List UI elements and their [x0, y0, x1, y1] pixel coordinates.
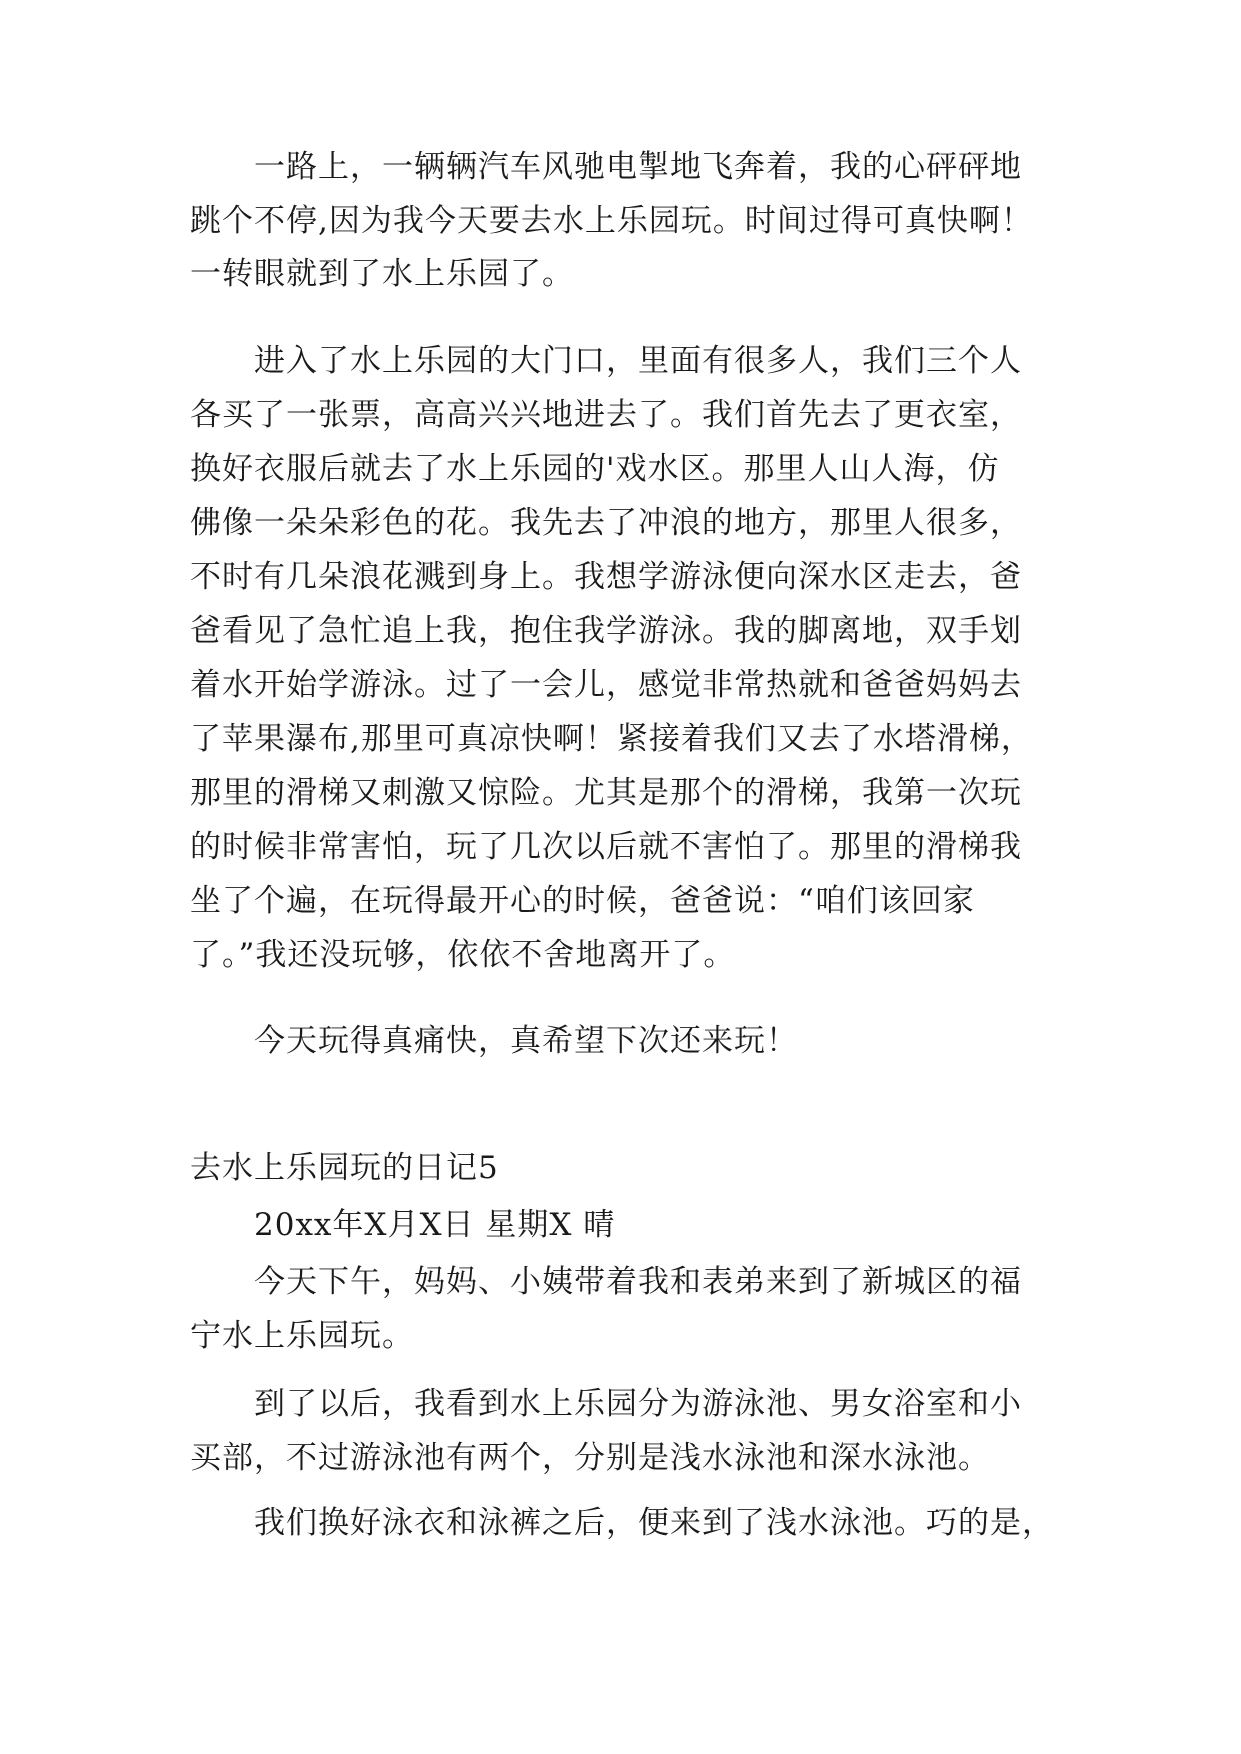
date-line: 20xx年X月X日 星期X 晴: [254, 1207, 616, 1243]
paragraph-line: 各买了一张票，高高兴兴地进去了。我们首先去了更衣室，: [190, 397, 1022, 433]
paragraph-line: 了苹果瀑布,那里可真凉快啊！紧接着我们又去了水塔滑梯，: [190, 721, 1033, 757]
paragraph-line: 换好衣服后就去了水上乐园的'戏水区。那里人山人海，仿: [190, 451, 1000, 487]
paragraph-line: 一转眼就到了水上乐园了。: [190, 256, 574, 292]
paragraph-line: 那里的滑梯又刺激又惊险。尤其是那个的滑梯，我第一次玩: [190, 775, 1022, 811]
paragraph-line: 一路上，一辆辆汽车风驰电掣地飞奔着，我的心砰砰地: [254, 149, 1022, 185]
paragraph-line: 宁水上乐园玩。: [190, 1318, 414, 1354]
paragraph-line: 不时有几朵浪花溅到身上。我想学游泳便向深水区走去，爸: [190, 559, 1022, 595]
paragraph-line: 跳个不停,因为我今天要去水上乐园玩。时间过得可真快啊！: [190, 203, 1033, 239]
paragraph-line: 着水开始学游泳。过了一会儿，感觉非常热就和爸爸妈妈去: [190, 667, 1022, 703]
paragraph-line: 的时候非常害怕，玩了几次以后就不害怕了。那里的滑梯我: [190, 829, 1022, 865]
paragraph-line: 爸看见了急忙追上我，抱住我学游泳。我的脚离地，双手划: [190, 613, 1022, 649]
paragraph-line: 我们换好泳衣和泳裤之后，便来到了浅水泳池。巧的是，: [254, 1505, 1054, 1541]
paragraph-line: 到了以后，我看到水上乐园分为游泳池、男女浴室和小: [254, 1386, 1022, 1422]
paragraph-line: 今天下午，妈妈、小姨带着我和表弟来到了新城区的福: [254, 1264, 1022, 1300]
paragraph-line: 进入了水上乐园的大门口，里面有很多人，我们三个人: [254, 343, 1022, 379]
paragraph-line: 坐了个遍，在玩得最开心的时候，爸爸说：“咱们该回家: [190, 883, 975, 919]
paragraph-line: 今天玩得真痛快，真希望下次还来玩！: [254, 1023, 798, 1059]
paragraph-line: 佛像一朵朵彩色的花。我先去了冲浪的地方，那里人很多，: [190, 505, 1022, 541]
paragraph-line: 了。”我还没玩够，依依不舍地离开了。: [190, 937, 736, 973]
paragraph-line: 买部，不过游泳池有两个，分别是浅水泳池和深水泳池。: [190, 1440, 990, 1476]
section-title: 去水上乐园玩的日记5: [190, 1150, 499, 1186]
